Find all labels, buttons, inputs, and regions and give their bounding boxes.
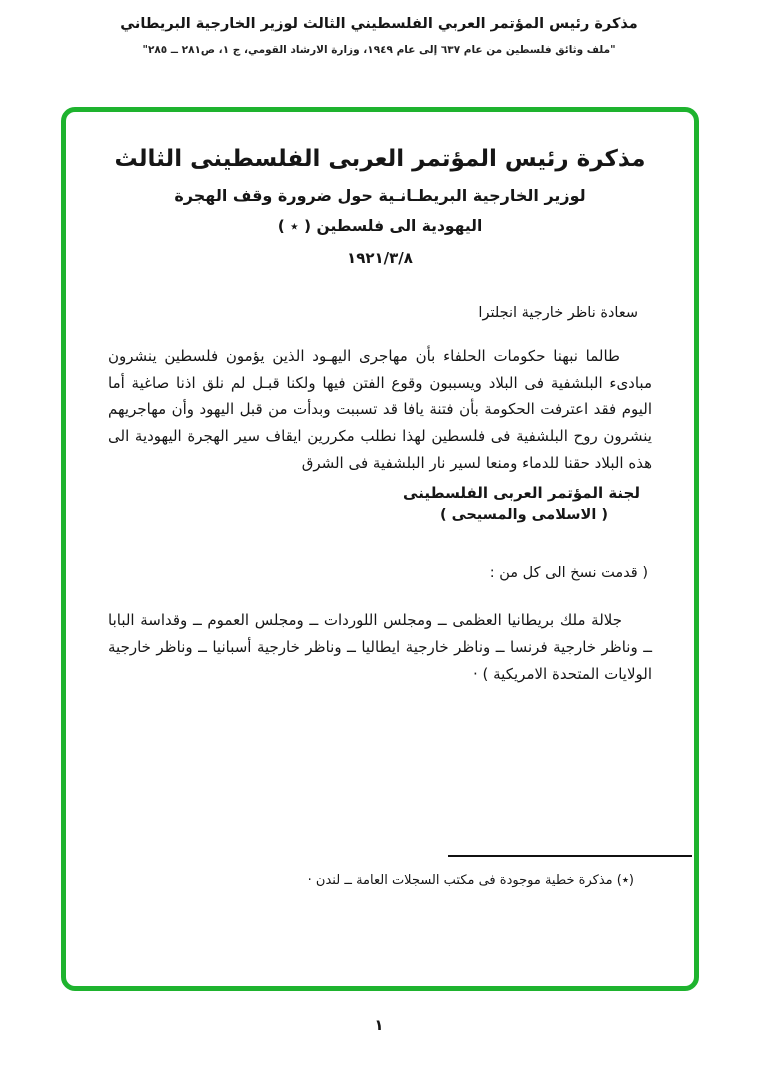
header-title: مذكرة رئيس المؤتمر العربي الفلسطيني الثالث لوزير الخارجية البريطاني xyxy=(120,16,638,32)
document-subtitle-line2: اليهودية الى فلسطين ( ٭ ) xyxy=(277,217,483,235)
footnote-text: (٭) مذكرة خطية موجودة فى مكتب السجلات العامة ــ لندن · xyxy=(307,873,634,888)
signature-committee-subtitle: ( الاسلامى والمسيحى ) xyxy=(439,507,608,524)
recipients-paragraph: جلالة ملك بريطانيا العظمى ــ ومجلس اللوردات ــ ومجلس العموم ــ وقداسة البابا ــ وناظر خارجية فرنسا ــ وناظر خارجية ايطاليا ــ وناظر خارجية أسبانيا ــ وناظر خارجية الولايات المتحدة الامريكية ) · xyxy=(108,611,652,684)
salutation-line: سعادة ناظر خارجية انجلترا xyxy=(478,305,638,321)
signature-committee-name: لجنة المؤتمر العربى الفلسطينى xyxy=(403,484,640,503)
page-number: ١ xyxy=(374,1016,384,1034)
document-title: مذكرة رئيس المؤتمر العربى الفلسطينى الثالث xyxy=(114,146,646,172)
footnote-area xyxy=(108,855,692,888)
page-header xyxy=(0,16,758,56)
body-paragraph: طالما نبهنا حكومات الحلفاء بأن مهاجرى اليهـود الذين يؤمون فلسطين ينشرون مبادىء البلشفية فى البلاد ويسببون وقوع الفتن فيها ولكنا قبـل لم نلق اذنا صاغية أما اليوم فقد اعترفت الحكومة بأن فتنة يافا قد تسببت وبدأت من قبل اليهود وأن مهاجريهم ينشرون روح البلشفية فى فلسطين لهذا نطلب مكررين ايقاف سير الهجرة اليهودية الى هذه البلاد حقنا للدماء ومنعا لسير نار البلشفية فى الشرق xyxy=(108,347,652,472)
footnote-divider xyxy=(448,855,692,857)
signature-block xyxy=(108,484,652,523)
document-date: ١٩٢١/٣/٨ xyxy=(347,249,413,267)
document-subtitle-line1: لوزير الخارجية البريطـانـية حول ضرورة وقف الهجرة xyxy=(174,186,586,205)
header-source-citation: "ملف وثائق فلسطين من عام ٦٣٧ إلى عام ١٩٤٩، وزارة الارشاد القومي، ج ١، ص٢٨١ ــ ٢٨٥" xyxy=(142,44,616,56)
copies-intro-line: ( قدمت نسخ الى كل من : xyxy=(489,565,648,582)
document-frame xyxy=(61,107,699,991)
